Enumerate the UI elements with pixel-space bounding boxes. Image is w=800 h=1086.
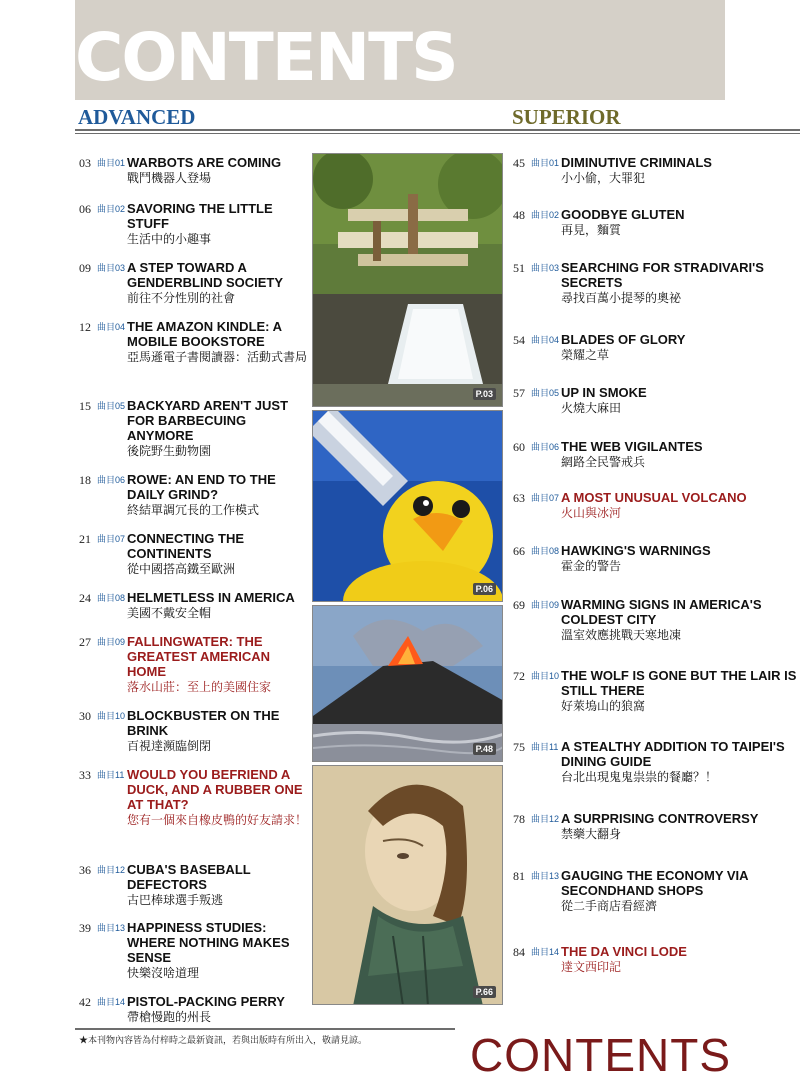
track-number [531, 543, 561, 574]
track-digits: 04 [115, 322, 126, 332]
track-prefix: 曲目 [531, 493, 550, 503]
toc-title-chinese: 從二手商店看經濟 [561, 899, 658, 913]
toc-page-number: 60 [513, 440, 525, 454]
toc-entry[interactable] [79, 319, 307, 365]
toc-entry[interactable] [79, 708, 307, 754]
toc-title-chinese: 美國不戴安全帽 [127, 606, 212, 620]
track-digits: 12 [549, 814, 560, 824]
footnote: ★本刊物內容皆為付梓時之最新資訊，若與出版時有所出入，敬請見諒。 [79, 1035, 368, 1045]
photo-page-label: P.06 [473, 583, 496, 595]
toc-page-number: 12 [79, 320, 91, 334]
toc-title-english: CONNECTING THE CONTINENTS [127, 531, 244, 561]
track-digits: 14 [549, 947, 560, 957]
track-prefix: 曲目 [97, 401, 116, 411]
toc-page-number: 57 [513, 386, 525, 400]
rubber-duck-photo [312, 410, 503, 602]
toc-title-english: BLOCKBUSTER ON THE BRINK [127, 708, 280, 738]
track-prefix: 曲目 [531, 263, 550, 273]
toc-page-number: 39 [79, 921, 91, 935]
toc-page-number: 66 [513, 544, 525, 558]
toc-title-chinese: 好萊塢山的狼窩 [561, 699, 646, 713]
toc-page-number: 48 [513, 208, 525, 222]
toc-entry[interactable] [79, 398, 307, 459]
track-number [97, 862, 127, 908]
toc-entry[interactable] [513, 490, 800, 521]
toc-title-chinese: 前往不分性別的社會 [127, 291, 236, 305]
toc-entry[interactable] [513, 944, 800, 975]
toc-page-number: 24 [79, 591, 91, 605]
track-digits: 12 [115, 865, 126, 875]
track-digits: 09 [549, 600, 560, 610]
toc-entry[interactable] [513, 260, 800, 306]
track-number [97, 708, 127, 754]
track-number [531, 668, 561, 714]
renaissance-portrait-photo [312, 765, 503, 1005]
track-prefix: 曲目 [531, 442, 550, 452]
toc-title-english: A SURPRISING CONTROVERSY [561, 811, 759, 826]
toc-title-chinese: 火燒大麻田 [561, 401, 622, 415]
track-number [97, 767, 127, 828]
track-prefix: 曲目 [531, 671, 550, 681]
track-prefix: 曲目 [531, 742, 550, 752]
page-title: CONTENTS [75, 19, 457, 96]
track-digits: 13 [115, 923, 126, 933]
track-digits: 11 [115, 770, 125, 780]
toc-title-chinese: 古巴棒球選手叛逃 [127, 893, 224, 907]
track-digits: 03 [549, 263, 560, 273]
toc-page-number: 27 [79, 635, 91, 649]
track-digits: 13 [549, 871, 560, 881]
toc-title-chinese: 榮耀之草 [561, 348, 610, 362]
track-prefix: 曲目 [531, 210, 550, 220]
track-number [531, 155, 561, 186]
section-heading-advanced: ADVANCED [78, 105, 196, 129]
toc-page-number: 84 [513, 945, 525, 959]
toc-title-chinese: 戰鬥機器人登場 [127, 171, 212, 185]
track-prefix: 曲目 [97, 534, 116, 544]
track-prefix: 曲目 [97, 475, 116, 485]
track-number [97, 920, 127, 981]
track-number [531, 332, 561, 363]
toc-entry[interactable] [79, 634, 307, 695]
toc-title-english: WARMING SIGNS IN AMERICA'S COLDEST CITY [561, 597, 762, 627]
toc-page-number: 06 [79, 202, 91, 216]
track-prefix: 曲目 [531, 947, 550, 957]
track-digits: 03 [115, 263, 126, 273]
track-number [97, 155, 127, 186]
track-digits: 02 [115, 204, 126, 214]
toc-title-english: A STEP TOWARD A GENDERBLIND SOCIETY [127, 260, 284, 290]
toc-entry[interactable] [79, 531, 307, 577]
toc-entry[interactable] [513, 543, 800, 574]
toc-entry[interactable] [513, 439, 800, 470]
track-prefix: 曲目 [97, 204, 116, 214]
track-digits: 14 [115, 997, 126, 1007]
toc-title-english: HELMETLESS IN AMERICA [127, 590, 295, 605]
track-prefix: 曲目 [97, 593, 116, 603]
track-digits: 09 [115, 637, 126, 647]
track-prefix: 曲目 [97, 711, 116, 721]
photo-page-label: P.66 [473, 986, 496, 998]
toc-title-english: UP IN SMOKE [561, 385, 647, 400]
toc-title-english: SEARCHING FOR STRADIVARI'S SECRETS [561, 260, 764, 290]
track-prefix: 曲目 [531, 335, 550, 345]
toc-title-english: BLADES OF GLORY [561, 332, 686, 347]
toc-entry[interactable] [79, 472, 307, 518]
header-rule-thin [75, 133, 800, 134]
toc-title-chinese: 再見，麵質 [561, 223, 622, 237]
track-number [531, 207, 561, 238]
photo-page-label: P.48 [473, 743, 496, 755]
toc-title-chinese: 網路全民警戒兵 [561, 455, 646, 469]
toc-entry[interactable] [513, 811, 800, 842]
toc-entry[interactable] [513, 332, 800, 363]
header-block [75, 0, 725, 100]
toc-title-english: CUBA'S BASEBALL DEFECTORS [127, 862, 251, 892]
track-digits: 01 [115, 158, 126, 168]
toc-title-english: ROWE: AN END TO THE DAILY GRIND? [127, 472, 276, 502]
toc-title-english: HAWKING'S WARNINGS [561, 543, 711, 558]
track-number [97, 260, 127, 306]
section-heading-superior: SUPERIOR [512, 105, 621, 129]
track-number [531, 811, 561, 842]
toc-title-english: DIMINUTIVE CRIMINALS [561, 155, 712, 170]
track-number [97, 472, 127, 518]
toc-entry[interactable] [79, 994, 307, 1025]
track-digits: 08 [549, 546, 560, 556]
toc-page-number: 45 [513, 156, 525, 170]
toc-title-english: THE WOLF IS GONE BUT THE LAIR IS STILL THERE [561, 668, 797, 698]
track-prefix: 曲目 [531, 388, 550, 398]
toc-entry[interactable] [513, 868, 800, 914]
toc-title-chinese: 霍金的警告 [561, 559, 622, 573]
footer-rule [75, 1028, 455, 1030]
toc-title-english: THE AMAZON KINDLE: A MOBILE BOOKSTORE [127, 319, 282, 349]
toc-title-english: GOODBYE GLUTEN [561, 207, 685, 222]
toc-page-number: 54 [513, 333, 525, 347]
toc-page-number: 18 [79, 473, 91, 487]
track-prefix: 曲目 [97, 322, 116, 332]
toc-title-chinese: 快樂沒啥道理 [127, 966, 200, 980]
track-prefix: 曲目 [97, 263, 116, 273]
footer-title: CONTENTS [470, 1029, 731, 1081]
toc-page-number: 09 [79, 261, 91, 275]
toc-entry[interactable] [79, 155, 307, 186]
toc-title-chinese: 達文西印記 [561, 960, 622, 974]
toc-entry[interactable] [79, 920, 307, 981]
track-number [97, 398, 127, 459]
toc-title-english: A STEALTHY ADDITION TO TAIPEI'S DINING GUIDE [561, 739, 785, 769]
track-number [97, 590, 127, 621]
toc-title-english: SAVORING THE LITTLE STUFF [127, 201, 273, 231]
track-digits: 06 [115, 475, 126, 485]
track-prefix: 曲目 [97, 865, 116, 875]
toc-title-chinese: 終結單調冗長的工作模式 [127, 503, 260, 517]
toc-page-number: 30 [79, 709, 91, 723]
toc-page-number: 21 [79, 532, 91, 546]
track-prefix: 曲目 [531, 814, 550, 824]
track-number [531, 385, 561, 416]
track-digits: 10 [549, 671, 560, 681]
toc-title-chinese: 禁藥大翻身 [561, 827, 622, 841]
track-prefix: 曲目 [531, 871, 550, 881]
toc-title-chinese: 後院野生動物園 [127, 444, 212, 458]
track-prefix: 曲目 [97, 997, 116, 1007]
track-number [97, 319, 127, 365]
toc-title-english: BACKYARD AREN'T JUST FOR BARBECUING ANYMORE [127, 398, 289, 443]
toc-entry[interactable] [79, 767, 307, 828]
toc-title-english: WOULD YOU BEFRIEND A DUCK, AND A RUBBER ONE AT THAT? [127, 767, 303, 812]
track-digits: 01 [549, 158, 560, 168]
toc-title-chinese: 尋找百萬小提琴的奧祕 [561, 291, 682, 305]
toc-page-number: 81 [513, 869, 525, 883]
toc-page-number: 72 [513, 669, 525, 683]
track-digits: 05 [115, 401, 126, 411]
track-prefix: 曲目 [531, 158, 550, 168]
toc-entry[interactable] [513, 597, 800, 643]
track-digits: 07 [115, 534, 126, 544]
toc-title-chinese: 台北出現鬼鬼祟祟的餐廳？！ [561, 770, 718, 784]
toc-title-english: HAPPINESS STUDIES: WHERE NOTHING MAKES SENSE [127, 920, 290, 965]
track-number [531, 944, 561, 975]
track-number [97, 634, 127, 695]
track-digits: 10 [115, 711, 126, 721]
toc-page-number: 75 [513, 740, 525, 754]
toc-title-english: THE WEB VIGILANTES [561, 439, 703, 454]
toc-entry[interactable] [513, 668, 800, 714]
waterfall-house-photo [312, 153, 503, 407]
toc-entry[interactable] [513, 207, 800, 238]
track-number [97, 994, 127, 1025]
track-number [97, 531, 127, 577]
track-number [531, 597, 561, 643]
toc-page-number: 69 [513, 598, 525, 612]
track-digits: 07 [549, 493, 560, 503]
toc-title-chinese: 亞馬遜電子書閱讀器：活動式書局 [127, 350, 308, 364]
toc-page-number: 36 [79, 863, 91, 877]
toc-title-english: FALLINGWATER: THE GREATEST AMERICAN HOME [127, 634, 270, 679]
toc-page-number: 03 [79, 156, 91, 170]
toc-title-english: THE DA VINCI LODE [561, 944, 687, 959]
track-digits: 06 [549, 442, 560, 452]
toc-title-chinese: 溫室效應挑戰天寒地凍 [561, 628, 682, 642]
toc-title-chinese: 您有一個來自橡皮鴨的好友請求！ [127, 813, 308, 827]
toc-page-number: 15 [79, 399, 91, 413]
header-rule [75, 129, 800, 131]
toc-page-number: 63 [513, 491, 525, 505]
track-prefix: 曲目 [97, 158, 116, 168]
track-number [97, 201, 127, 247]
track-prefix: 曲目 [97, 770, 116, 780]
toc-entry[interactable] [79, 260, 307, 306]
toc-title-english: WARBOTS ARE COMING [127, 155, 282, 170]
toc-entry[interactable] [79, 862, 307, 908]
volcano-photo [312, 605, 503, 762]
toc-title-english: GAUGING THE ECONOMY VIA SECONDHAND SHOPS [561, 868, 749, 898]
track-number [531, 260, 561, 306]
toc-entry[interactable] [513, 385, 800, 416]
track-prefix: 曲目 [531, 600, 550, 610]
toc-title-chinese: 從中國搭高鐵至歐洲 [127, 562, 236, 576]
toc-entry[interactable] [513, 155, 800, 186]
track-number [531, 739, 561, 785]
photo-page-label: P.03 [473, 388, 496, 400]
toc-title-chinese: 生活中的小趣事 [127, 232, 212, 246]
track-digits: 05 [549, 388, 560, 398]
track-digits: 02 [549, 210, 560, 220]
track-number [531, 439, 561, 470]
track-prefix: 曲目 [531, 546, 550, 556]
track-digits: 08 [115, 593, 126, 603]
toc-page-number: 33 [79, 768, 91, 782]
track-number [531, 490, 561, 521]
toc-title-english: A MOST UNUSUAL VOLCANO [561, 490, 747, 505]
toc-entry[interactable] [79, 590, 307, 621]
track-number [531, 868, 561, 914]
toc-title-chinese: 帶槍慢跑的州長 [127, 1010, 212, 1024]
track-prefix: 曲目 [97, 923, 116, 933]
toc-title-chinese: 百視達瀕臨倒閉 [127, 739, 212, 753]
toc-entry[interactable] [79, 201, 307, 247]
toc-title-english: PISTOL-PACKING PERRY [127, 994, 285, 1009]
toc-title-chinese: 落水山莊：至上的美國住家 [127, 680, 272, 694]
track-digits: 11 [549, 742, 559, 752]
toc-entry[interactable] [513, 739, 800, 785]
toc-title-chinese: 小小偷，大罪犯 [561, 171, 646, 185]
toc-page-number: 42 [79, 995, 91, 1009]
toc-title-chinese: 火山與冰河 [561, 506, 622, 520]
track-digits: 04 [549, 335, 560, 345]
toc-page-number: 51 [513, 261, 525, 275]
track-prefix: 曲目 [97, 637, 116, 647]
toc-page-number: 78 [513, 812, 525, 826]
